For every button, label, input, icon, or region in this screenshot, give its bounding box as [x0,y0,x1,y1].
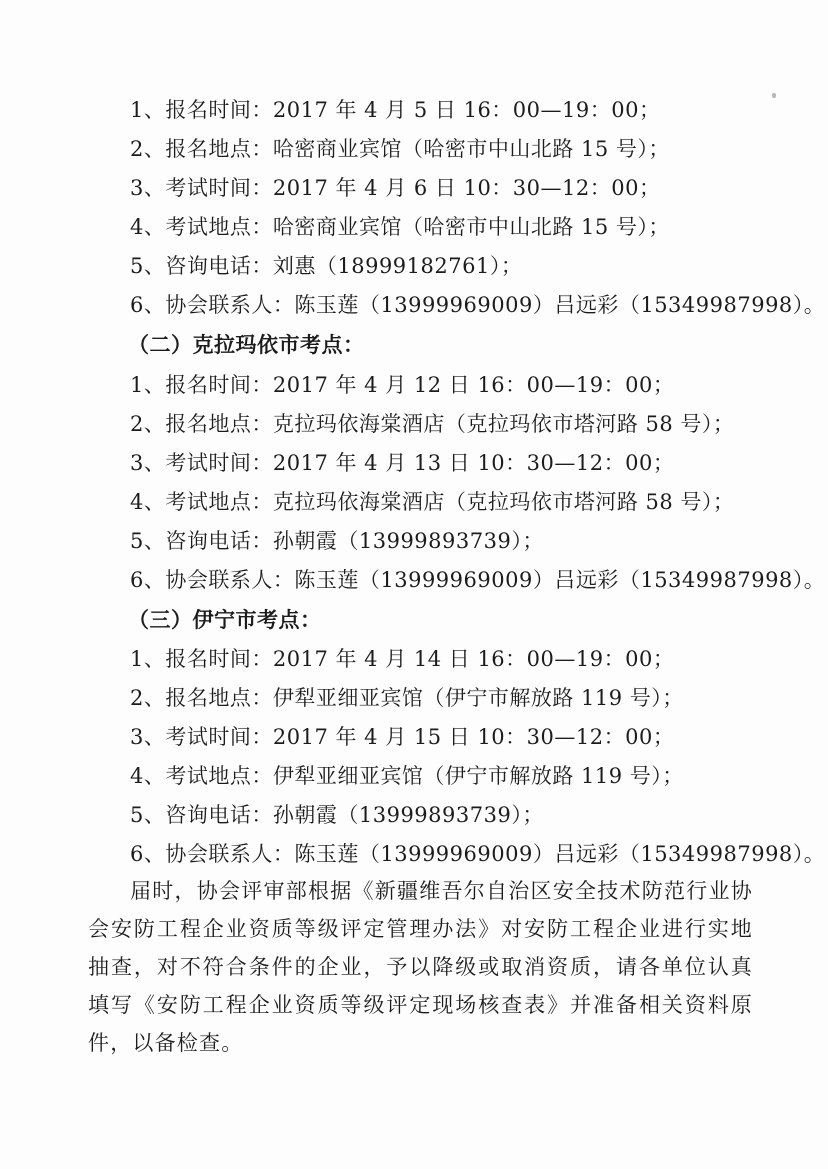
hami-exam-location: 4、考试地点：哈密商业宾馆（哈密市中山北路 15 号）； [130,215,670,239]
karamay-exam-location: 4、考试地点：克拉玛依海棠酒店（克拉玛依市塔河路 58 号）； [130,490,735,514]
karamay-registration-location: 2、报名地点：克拉玛依海棠酒店（克拉玛依市塔河路 58 号）； [130,412,735,436]
hami-registration-time: 1、报名时间：2017 年 4 月 5 日 16：00—19：00； [130,98,661,122]
yining-consult-phone: 5、咨询电话：孙朝霞（13999893739）； [130,803,544,827]
scan-speck [772,93,776,98]
yining-exam-location: 4、考试地点：伊犁亚细亚宾馆（伊宁市解放路 119 号）； [130,764,684,788]
section-heading-karamay: （二）克拉玛依市考点： [128,332,365,357]
yining-registration-time: 1、报名时间：2017 年 4 月 14 日 16：00—19：00； [130,647,675,671]
hami-association-contact: 6、协会联系人：陈玉莲（13999969009）吕远彩（15349987998）。 [130,293,826,317]
karamay-association-contact: 6、协会联系人：陈玉莲（13999969009）吕远彩（15349987998）。 [130,568,826,592]
karamay-consult-phone: 5、咨询电话：孙朝霞（13999893739）； [130,529,544,553]
yining-registration-location: 2、报名地点：伊犁亚细亚宾馆（伊宁市解放路 119 号）； [130,686,684,710]
section-heading-yining: （三）伊宁市考点： [128,607,322,632]
karamay-exam-time: 3、考试时间：2017 年 4 月 13 日 10：30—12：00； [130,451,675,475]
hami-exam-time: 3、考试时间：2017 年 4 月 6 日 10：30—12：00； [130,176,661,200]
hami-consult-phone: 5、咨询电话：刘惠（18999182761）； [130,254,523,278]
hami-registration-location: 2、报名地点：哈密商业宾馆（哈密市中山北路 15 号）； [130,137,670,161]
yining-exam-time: 3、考试时间：2017 年 4 月 15 日 10：30—12：00； [130,725,675,749]
yining-association-contact: 6、协会联系人：陈玉莲（13999969009）吕远彩（15349987998）。 [130,842,826,866]
closing-paragraph: 届时，协会评审部根据《新疆维吾尔自治区安全技术防范行业协会安防工程企业资质等级评定管理办法》对安防工程企业进行实地抽查，对不符合条件的企业，予以降级或取消资质，请各单位认真填写《安防工程企业资质等级评定现场核查表》并准备相关资料原件，以备检查。 [88,879,753,1055]
karamay-registration-time: 1、报名时间：2017 年 4 月 12 日 16：00—19：00； [130,373,675,397]
